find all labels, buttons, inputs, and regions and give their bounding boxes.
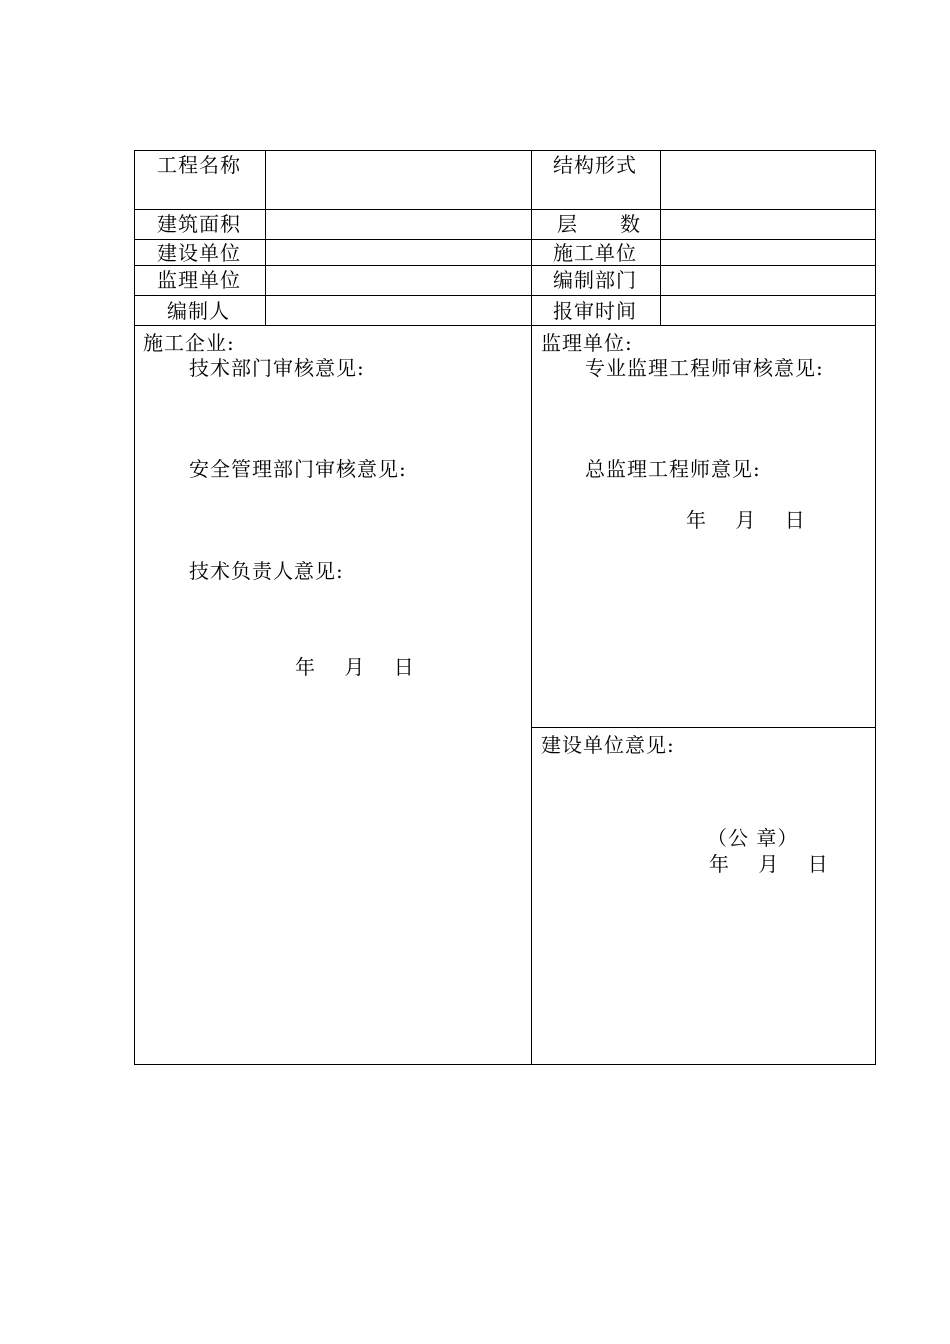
contractor-label: 施工单位 [553, 241, 637, 265]
floors-label: 层 数 [557, 212, 641, 236]
project-name-value[interactable] [267, 151, 529, 208]
owner-opinion-heading: 建设单位意见: [541, 733, 675, 757]
tech-dept-review-label: 技术部门审核意见: [189, 356, 365, 380]
col-divider [660, 151, 661, 325]
prepared-by-value[interactable] [267, 296, 529, 324]
submit-time-value[interactable] [662, 296, 874, 324]
construction-owner-value[interactable] [267, 240, 529, 264]
building-area-label: 建筑面积 [157, 212, 241, 236]
center-divider [531, 151, 532, 1064]
engineer-review-label: 专业监理工程师审核意见: [585, 356, 824, 380]
engineer-review-field[interactable] [585, 383, 865, 453]
owner-section-divider [531, 727, 875, 728]
building-area-value[interactable] [267, 210, 529, 238]
tech-dept-review-field[interactable] [189, 383, 519, 453]
prepared-by-label: 编制人 [167, 299, 230, 323]
floors-value[interactable] [662, 210, 874, 238]
structure-form-label: 结构形式 [553, 153, 637, 177]
submit-time-label: 报审时间 [553, 299, 637, 323]
owner-date: 年 月 日 [709, 852, 829, 876]
chief-engineer-opinion-label: 总监理工程师意见: [585, 457, 761, 481]
tech-lead-opinion-field[interactable] [189, 586, 519, 646]
supervision-unit-value[interactable] [267, 266, 529, 294]
owner-opinion-field[interactable] [541, 761, 861, 823]
prepared-dept-label: 编制部门 [553, 268, 637, 292]
col-divider [265, 151, 266, 325]
supervision-unit-label: 监理单位 [157, 268, 241, 292]
structure-form-value[interactable] [662, 151, 874, 208]
safety-dept-review-label: 安全管理部门审核意见: [189, 457, 407, 481]
supervision-date: 年 月 日 [686, 508, 806, 532]
official-seal-label: （公 章） [707, 826, 799, 850]
tech-lead-opinion-label: 技术负责人意见: [189, 559, 344, 583]
contractor-value[interactable] [662, 240, 874, 264]
contractor-date: 年 月 日 [295, 655, 415, 679]
prepared-dept-value[interactable] [662, 266, 874, 294]
review-form-table [134, 150, 876, 1065]
row-divider [135, 325, 875, 326]
contractor-heading: 施工企业: [143, 331, 235, 355]
safety-dept-review-field[interactable] [189, 484, 519, 556]
project-name-label: 工程名称 [157, 153, 241, 177]
construction-owner-label: 建设单位 [157, 241, 241, 265]
supervision-heading: 监理单位: [541, 331, 633, 355]
